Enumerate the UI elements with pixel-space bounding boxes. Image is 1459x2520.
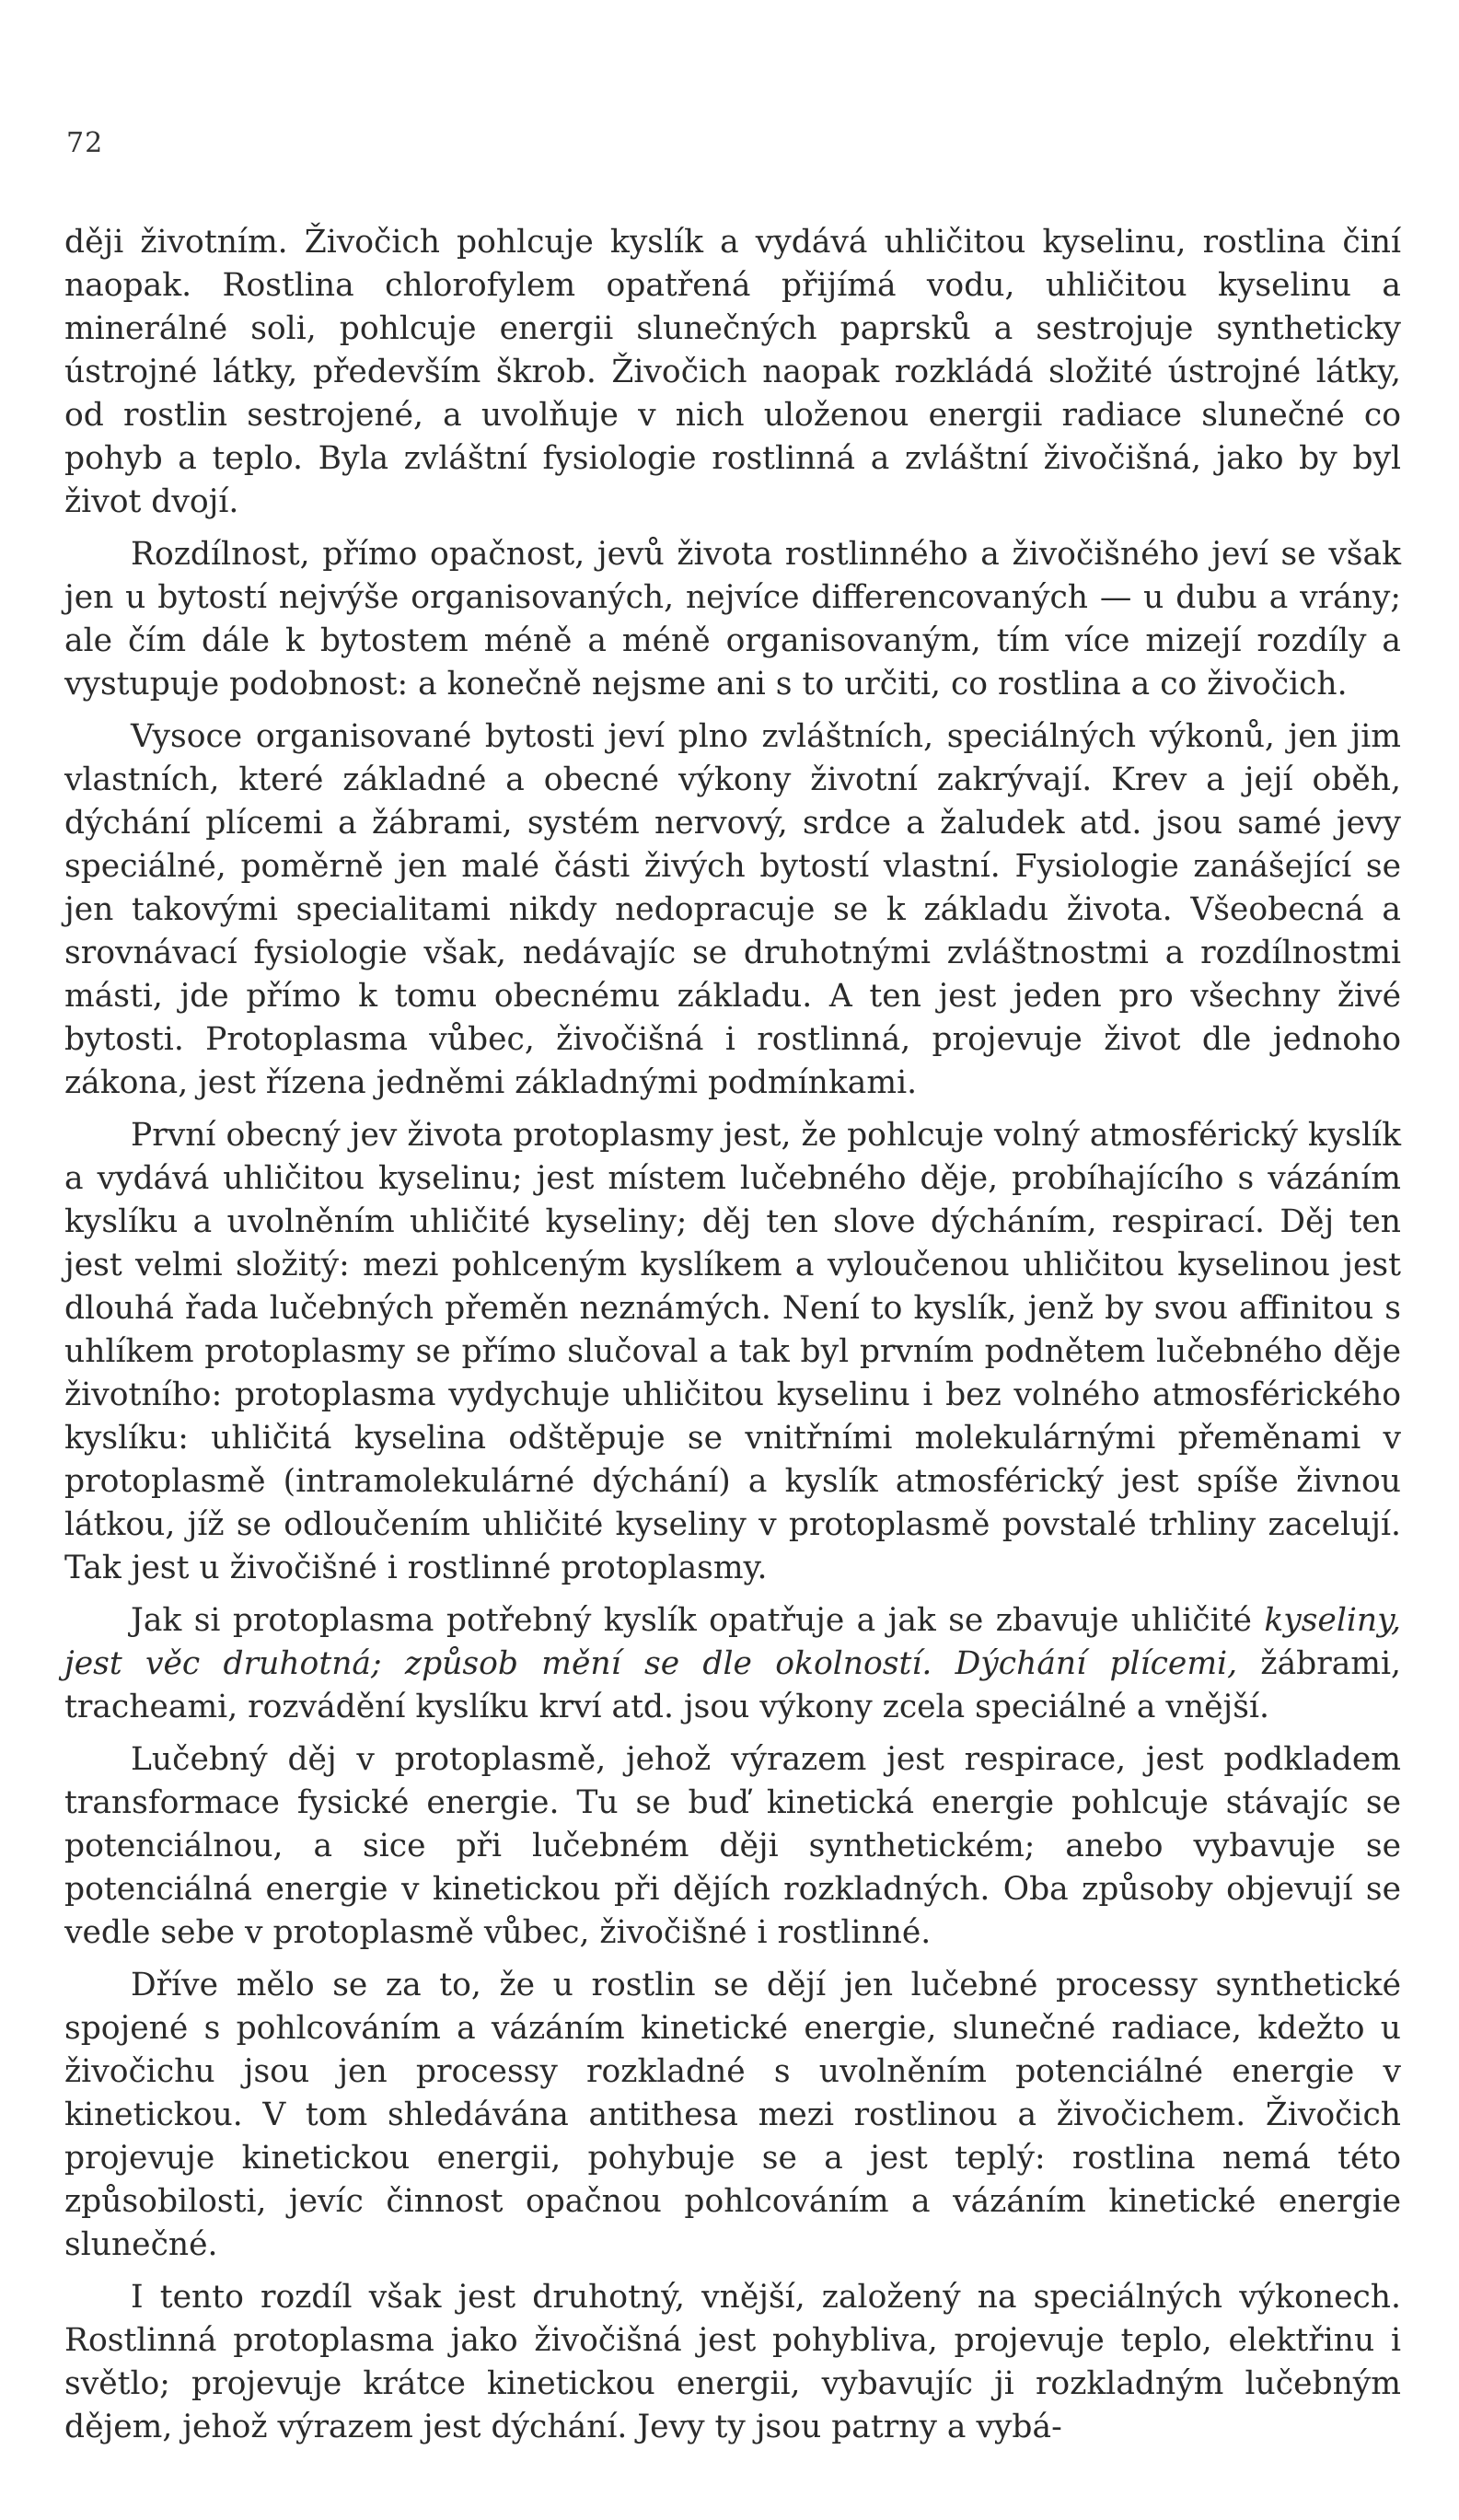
paragraph: ději životním. Živočich pohlcuje kyslík a vydává uhličitou kyselinu, rostlina činí naopak. Rostlina chlorofylem opatřená přijímá vodu, uhličitou kyselinu a minerálné soli, pohlcuje energii slunečných paprsků a sestrojuje syntheticky ústrojné látky, především škrob. Živočich naopak rozkládá složité ústrojné látky, od rostlin sestrojené, a uvolňuje v nich uloženou energii radiace slunečné co pohyb a teplo. Byla zvláštní fysiologie rostlinná a zvláštní živočišná, jako by byl život dvojí.	[64, 224, 1401, 520]
paragraph: Rozdílnost, přímo opačnost, jevů života rostlinného a živočišného jeví se však jen u bytostí nejvýše organisovaných, nejvíce differencovaných — u dubu a vrány; ale čím dále k bytostem méně a méně organisovaným, tím více mizejí rozdíly a vystupuje podobnost: a konečně nejsme ani s to určiti, co rostlina a co živočich.	[64, 536, 1401, 703]
page-number: 72	[66, 127, 104, 159]
paragraph: Vysoce organisované bytosti jeví plno zvláštních, speciálných výkonů, jen jim vlastních, které základné a obecné výkony životní zakrývají. Krev a její oběh, dýchání plícemi a žábrami, systém nervový, srdce a žaludek atd. jsou samé jevy speciálné, poměrně jen malé části živých bytostí vlastní. Fysiologie zanášející se jen takovými specialitami nikdy nedopracuje se k základu života. Všeobecná a srovnávací fysiologie však, nedávajíc se druhotnými zvláštnostmi a rozdílnostmi másti, jde přímo k tomu obecnému základu. A ten jest jeden pro všechny živé bytosti. Protoplasma vůbec, živočišná i rostlinná, projevuje život dle jednoho zákona, jest řízena jedněmi základnými podmínkami.	[64, 718, 1401, 1101]
page-text	[64, 221, 1401, 2458]
paragraph-italic-part: kyseliny, jest věc druhotná; způsob mění se dle okolností. Dýchání plícemi,	[64, 1602, 1401, 1682]
paragraph	[64, 1599, 1401, 1729]
paragraph-part: Jak si protoplasma potřebný kyslík opatřuje a jak se zbavuje uhličité	[131, 1602, 1265, 1639]
paragraph-part: žábrami, tracheami, rozvádění kyslíku krví atd. jsou výkony zcela speciálné a vnější.	[64, 1645, 1401, 1725]
paragraph: I tento rozdíl však jest druhotný, vnější, založený na speciálných výkonech. Rostlinná protoplasma jako živočišná jest pohybliva, projevuje teplo, elektřinu i světlo; projevuje krátce kinetickou energii, vybavujíc ji rozkladným lučebným dějem, jehož výrazem jest dýchání. Jevy ty jsou patrny a vybá-	[64, 2279, 1401, 2445]
paragraph: První obecný jev života protoplasmy jest, že pohlcuje volný atmosférický kyslík a vydává uhličitou kyselinu; jest místem lučebného děje, probíhajícího s vázáním kyslíku a uvolněním uhličité kyseliny; děj ten slove dýcháním, respirací. Děj ten jest velmi složitý: mezi pohlceným kyslíkem a vyloučenou uhličitou kyselinou jest dlouhá řada lučebných přeměn neznámých. Není to kyslík, jenž by svou affinitou s uhlíkem protoplasmy se přímo slučoval a tak byl prvním podnětem lučebného děje životního: protoplasma vydychuje uhličitou kyselinu i bez volného atmosférického kyslíku: uhličitá kyselina odštěpuje se vnitřními molekulárnými přeměnami v protoplasmě (intramolekulárné dýchání) a kyslík atmosférický jest spíše živnou látkou, jíž se odloučením uhličité kyseliny v protoplasmě povstalé trhliny zacelují. Tak jest u živočišné i rostlinné protoplasmy.	[64, 1117, 1401, 1586]
paragraph: Dříve mělo se za to, že u rostlin se dějí jen lučebné processy synthetické spojené s pohlcováním a vázáním kinetické energie, slunečné radiace, kdežto u živočichu jsou jen processy rozkladné s uvolněním potenciálné energie v kinetickou. V tom shledávána antithesa mezi rostlinou a živočichem. Živočich projevuje kinetickou energii, pohybuje se a jest teplý: rostlina nemá této způsobilosti, jevíc činnost opačnou pohlcováním a vázáním kinetické energie slunečné.	[64, 1967, 1401, 2263]
paragraph: Lučebný děj v protoplasmě, jehož výrazem jest respirace, jest podkladem transformace fysické energie. Tu se buď kinetická energie pohlcuje stávajíc se potenciálnou, a sice při lučebném ději synthetickém; anebo vybavuje se potenciálná energie v kinetickou při dějích rozkladných. Oba způsoby objevují se vedle sebe v protoplasmě vůbec, živočišné i rostlinné.	[64, 1741, 1401, 1951]
